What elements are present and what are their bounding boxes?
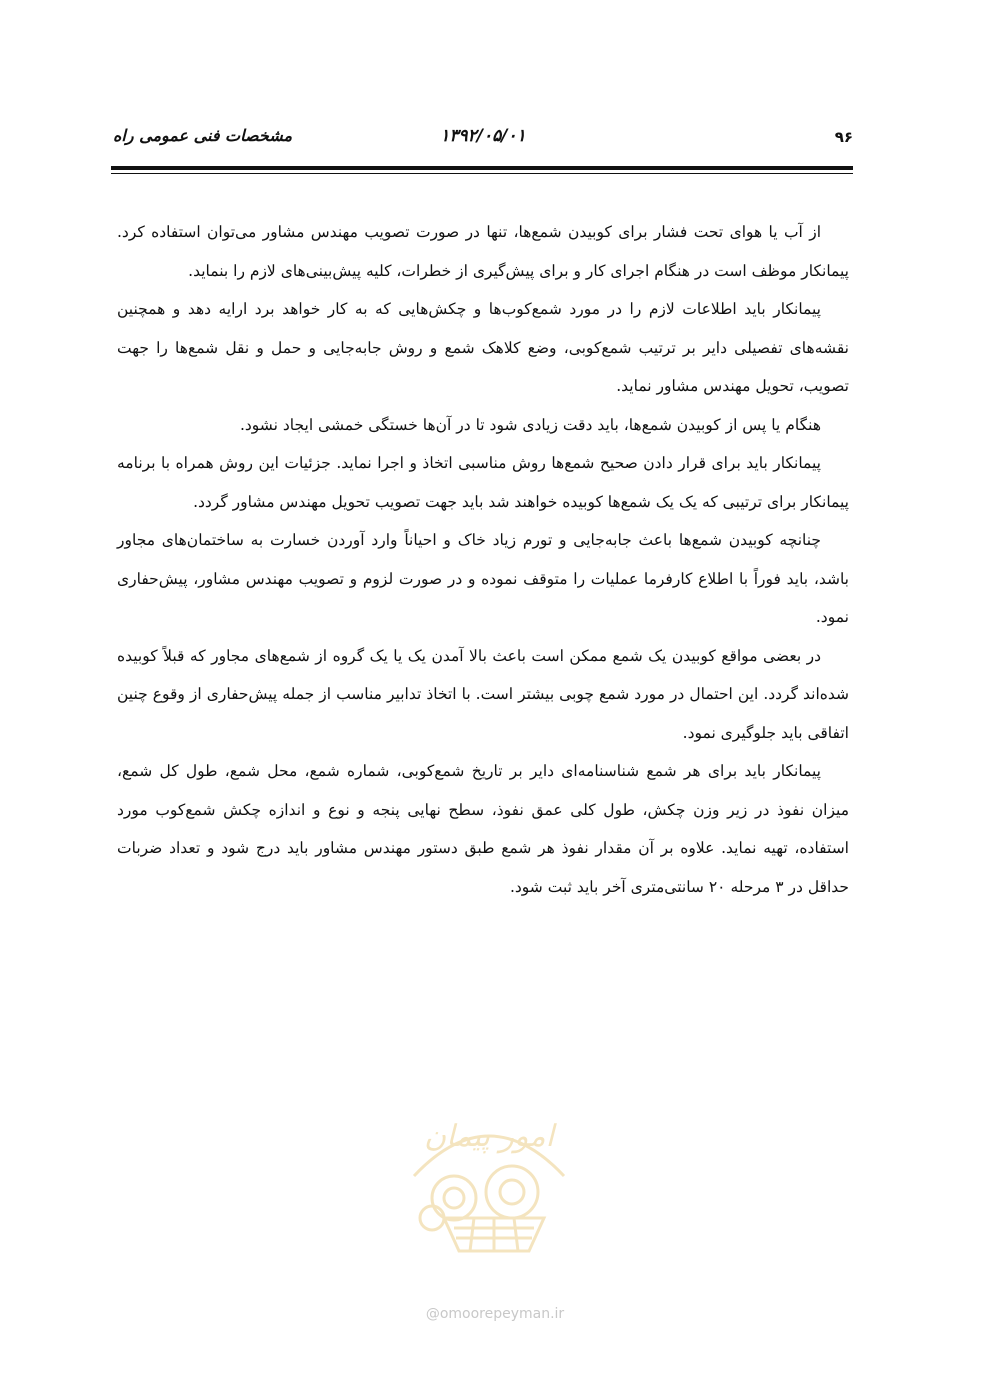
page-header [113,126,853,156]
page-number: ۹۶ [834,128,853,146]
paragraph: پیمانکار باید اطلاعات لازم را در مورد شمع‌کوب‌ها و چکش‌هایی که به کار خواهد برد ارایه دهد و همچنین نقشه‌های تفصیلی دایر بر ترتیب شمع‌کوبی، وضع کلاهک شمع و روش جابه‌جایی و حمل و نقل شمع‌ها را جهت تصویب، تحویل مهندس مشاور نماید. [117,300,849,395]
watermark-logo-text: امور پیمان [424,1119,554,1154]
paragraph: پیمانکار باید برای هر شمع شناسنامه‌ای دایر بر تاریخ شمع‌کوبی، شماره شمع، محل شمع، طول کل شمع، میزان نفوذ در زیر وزن چکش، طول کلی عمق نفوذ، سطح نهایی پنجه و نوع و اندازه چکش شمع‌کوب مورد استفاده، تهیه نماید. علاوه بر آن مقدار نفوذ هر شمع طبق دستور مهندس مشاور باید درج شود و تعداد ضربات حداقل در ۳ مرحله ۲۰ سانتی‌متری آخر باید ثبت شود. [117,762,850,896]
body-text [117,213,849,906]
header-title: مشخصات فنی عمومی راه [113,126,293,145]
watermark-logo [394,1106,584,1256]
header-date: ۱۳۹۲/۰۵/۰۱ [440,126,526,146]
paragraph: چنانچه کوبیدن شمع‌ها باعث جابه‌جایی و تورم زیاد خاک و احیاناً وارد آوردن خسارت به ساختمان‌های مجاور باشد، باید فوراً با اطلاع کارفرما عملیات را متوقف نموده و در صورت لزوم و تصویب مهندس مشاور، پیش‌حفاری نمود. [117,531,849,626]
paragraph: پیمانکار باید برای قرار دادن صحیح شمع‌ها روش مناسبی اتخاذ و اجرا نماید. جزئیات این روش همراه با برنامه پیمانکار برای ترتیبی که یک یک شمع‌ها کوبیده خواهند شد باید جهت تصویب تحویل مهندس مشاور گردد. [117,454,849,511]
paragraph: هنگام یا پس از کوبیدن شمع‌ها، باید دقت زیادی شود تا در آن‌ها خستگی خمشی ایجاد نشود. [239,415,821,434]
watermark-url: @omoorepeyman.ir [425,1306,565,1322]
paragraph: در بعضی مواقع کوبیدن یک شمع ممکن است باعث بالا آمدن یک یا یک گروه از شمع‌های مجاور که قبلاً کوبیده شده‌اند گردد. این احتمال در مورد شمع چوبی بیشتر است. با اتخاذ تدابیر مناسب از جمله پیش‌حفاری از وقوع چنین اتفاقی باید جلوگیری نمود. [117,646,849,742]
paragraph: از آب یا هوای تحت فشار برای کوبیدن شمع‌ها، تنها در صورت تصویب مهندس مشاور می‌توان استفاده کرد. پیمانکار موظف است در هنگام اجرای کار و برای پیش‌گیری از خطرات، کلیه پیش‌بینی‌های لازم را بنماید. [117,223,849,280]
header-rule-thin [111,173,853,174]
header-rule-thick [111,166,853,170]
